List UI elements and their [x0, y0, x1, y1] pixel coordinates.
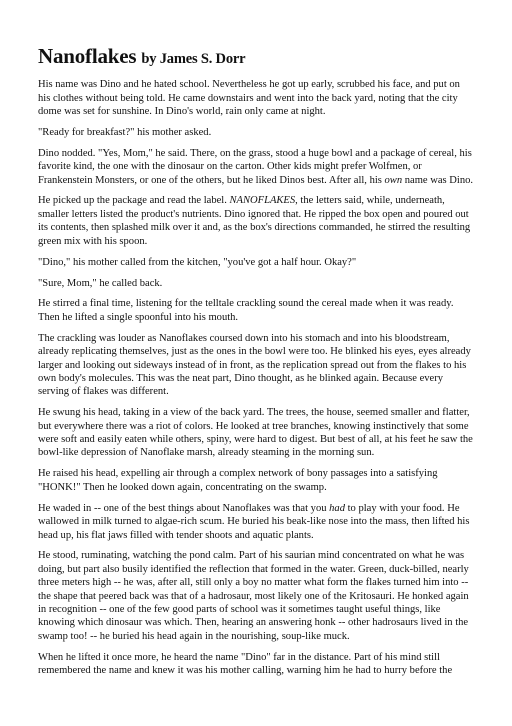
- paragraph-text: When he lifted it once more, he heard the name "Dino" far in the distance. Part of his mind still remembered the name and knew it was his mother calling, warning him he had to hurry before the: [38, 651, 453, 677]
- story-title: Nanoflakes: [38, 44, 137, 68]
- story-paragraph: [38, 78, 474, 118]
- paragraph-text: He picked up the package and read the label.: [38, 195, 230, 207]
- paragraph-text: The crackling was louder as Nanoflakes coursed down into his stomach and into his bloodstream, already replicating themselves, just as the ones in the bowl were too. He blinked his eyes, eyes already larger and looking out sideways instead of in front, as the replication spread out from the flakes to his own body's molecules. This was the neat part, Dino thought, as he blinked again. Because every serving of flakes was different.: [38, 332, 471, 398]
- paragraph-text: He stirred a final time, listening for the telltale crackling sound the cereal made when it was ready. Then he lifted a single spoonful into his mouth.: [38, 298, 454, 323]
- paragraph-text: He stood, ruminating, watching the pond calm. Part of his saurian mind concentrated on what he was doing, but part also busily identified the reflection that formed in the water. Green, duck-billed, nearly three meters high -- he was, after all, still only a boy no matter what form the flakes turned him into -- the shape that peered back was that of a hadrosaur, most likely one of the Kritosauri. He honked again in recognition -- one of the few good parts of school was it sometimes taught useful things, like knowing which dinosaur was which. Then, hearing an answering honk -- other hadrosaurs lived in the swamp too! -- he buried his head again in the nourishing, soup-like muck.: [38, 550, 469, 642]
- story-paragraph: [38, 467, 474, 494]
- story-paragraph: [38, 651, 474, 678]
- paragraph-text: to play with your food. He wallowed in milk turned to algae-rich scum. He buried his beak-like nose into the mass, then lifted his head up, his flat jaws filled with tender shoots and aquatic plants.: [38, 502, 470, 541]
- paragraph-text: He swung his head, taking in a view of the back yard. The trees, the house, seemed smaller and flatter, but everywhere there was a riot of colors. He looked at tree branches, knowing instinctively that some were soft and easily eaten while others, spiny, were hard to digest. But best of all, at his feet he saw the bowl-like depression of Nanoflake marsh, already steaming in the morning sun.: [38, 407, 473, 459]
- story-paragraph: [38, 126, 474, 139]
- paragraph-text: "Sure, Mom," he called back.: [38, 277, 163, 289]
- story-paragraph: [38, 332, 474, 399]
- story-paragraph: [38, 406, 474, 460]
- emphasized-text: NANOFLAKES: [229, 195, 296, 207]
- paragraph-text: He waded in -- one of the best things about Nanoflakes was that you: [38, 502, 330, 514]
- paragraph-text: Dino nodded. "Yes, Mom," he said. There, on the grass, stood a huge bowl and a package of cereal, his favorite kind, the one with the dinosaur on the carton. Other kids might prefer Wolfmen, or Frankenstein Monsters, or one of the others, but he liked Dinos best. After all, his: [38, 147, 472, 186]
- story-paragraph: [38, 256, 474, 269]
- paragraph-text: His name was Dino and he hated school. Nevertheless he got up early, scrubbed his face, and put on his clothes without being told. He came downstairs and went into the back yard, noting that the city dome was set for sunshine. In Dino's world, rain only came at night.: [38, 79, 460, 117]
- emphasized-text: own: [384, 174, 403, 186]
- story-paragraph: [38, 147, 474, 187]
- story-paragraph: [38, 549, 474, 643]
- paragraph-text: "Ready for breakfast?" his mother asked.: [38, 126, 212, 138]
- emphasized-text: had: [329, 502, 345, 514]
- story-paragraph: [38, 502, 474, 542]
- paragraph-text: name was Dino.: [402, 174, 474, 186]
- paragraph-text: "Dino," his mother called from the kitchen, "you've got a half hour. Okay?": [38, 256, 357, 268]
- story-paragraph: [38, 297, 474, 324]
- story-paragraph: [38, 277, 474, 290]
- story-body: [38, 78, 474, 677]
- paragraph-text: He raised his head, expelling air through a complex network of bony passages into a satisfying "HONK!" Then he looked down again, concentrating on the swamp.: [38, 468, 438, 493]
- story-byline: by James S. Dorr: [141, 51, 246, 67]
- story-paragraph: [38, 194, 474, 248]
- story-heading: [38, 44, 474, 68]
- paragraph-text: , the letters said, while, underneath, smaller letters listed the product's nutrients. Dino ignored that. He ripped the box open and poured out its contents, then splashed milk over it and, as the box's directions commanded, he stirred the resulting green mix with his spoon.: [38, 195, 471, 247]
